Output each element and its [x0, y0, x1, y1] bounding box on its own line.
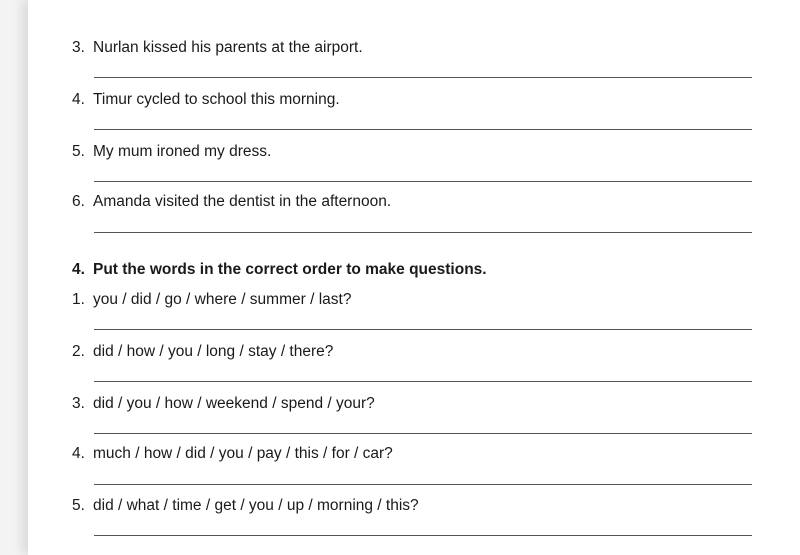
item-words: much / how / did / you / pay / this / for / car?	[93, 445, 393, 462]
answer-line[interactable]	[94, 129, 752, 130]
item-sentence: Timur cycled to school this morning.	[93, 91, 340, 108]
item-number: 1.	[72, 291, 85, 308]
item-number: 3.	[72, 395, 85, 412]
item-number: 5.	[72, 143, 85, 160]
exercise-item	[72, 39, 363, 57]
answer-line[interactable]	[94, 535, 752, 536]
item-sentence: My mum ironed my dress.	[93, 143, 272, 160]
section-instruction: Put the words in the correct order to make questions.	[93, 261, 487, 278]
item-words: you / did / go / where / summer / last?	[93, 291, 352, 308]
item-number: 2.	[72, 343, 85, 360]
answer-line[interactable]	[94, 381, 752, 382]
item-words: did / how / you / long / stay / there?	[93, 343, 334, 360]
answer-line[interactable]	[94, 433, 752, 434]
item-number: 6.	[72, 193, 85, 210]
item-number: 3.	[72, 39, 85, 56]
exercise-item	[72, 343, 333, 361]
exercise-item	[72, 395, 375, 413]
item-number: 5.	[72, 497, 85, 514]
exercise-item	[72, 291, 351, 309]
item-number: 4.	[72, 91, 85, 108]
exercise-item	[72, 193, 391, 211]
exercise-item	[72, 497, 419, 515]
item-words: did / what / time / get / you / up / morning / this?	[93, 497, 419, 514]
answer-line[interactable]	[94, 484, 752, 485]
section-number: 4.	[72, 261, 85, 278]
exercise-item	[72, 91, 340, 109]
answer-line[interactable]	[94, 329, 752, 330]
exercise-item	[72, 445, 393, 463]
item-words: did / you / how / weekend / spend / your?	[93, 395, 375, 412]
item-sentence: Nurlan kissed his parents at the airport.	[93, 39, 363, 56]
answer-line[interactable]	[94, 232, 752, 233]
exercise-item	[72, 143, 271, 161]
answer-line[interactable]	[94, 181, 752, 182]
answer-line[interactable]	[94, 77, 752, 78]
item-number: 4.	[72, 445, 85, 462]
item-sentence: Amanda visited the dentist in the afternoon.	[93, 193, 392, 210]
section-heading	[72, 261, 487, 279]
